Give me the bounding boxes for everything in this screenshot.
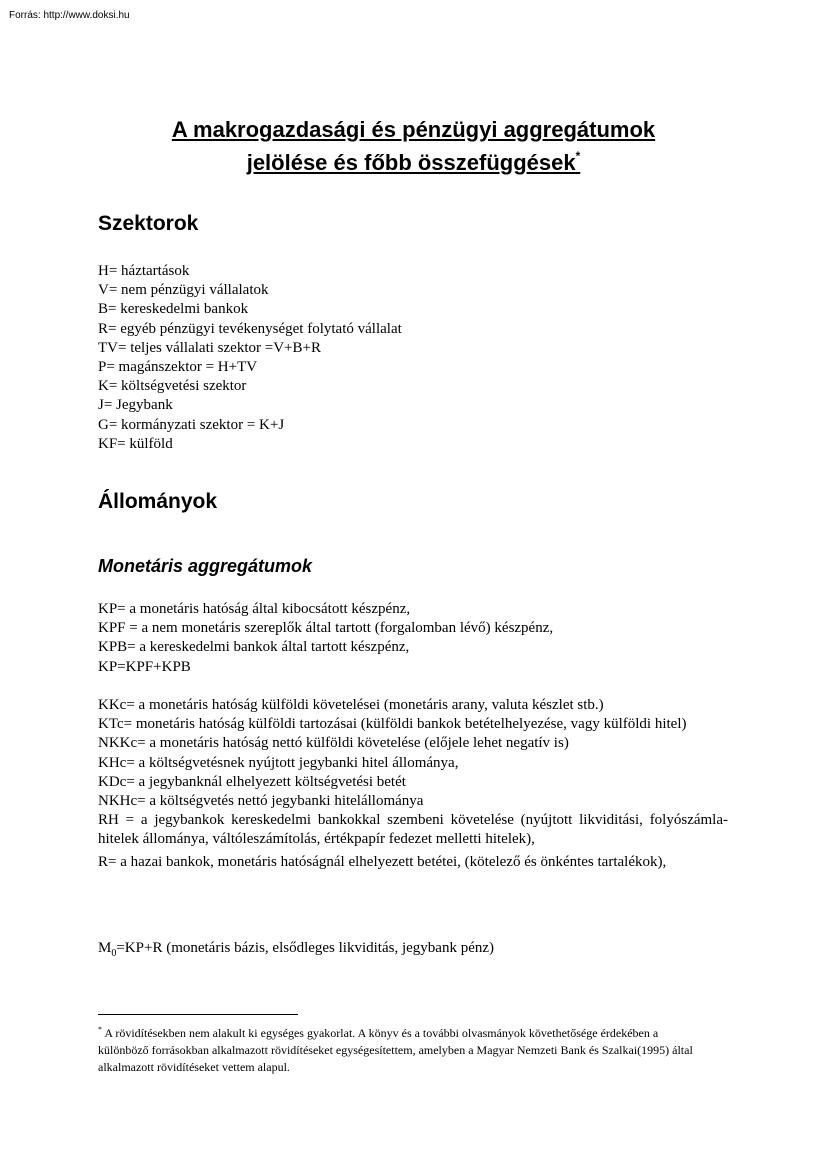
list-item: KDc= a jegybanknál elhelyezett költségvetési betét bbox=[98, 773, 406, 790]
list-item: KF= külföld bbox=[98, 435, 173, 452]
m0-symbol: M bbox=[98, 940, 112, 956]
list-item: KP= a monetáris hatóság által kibocsátott készpénz, bbox=[98, 601, 411, 617]
list-item: H= háztartások bbox=[98, 263, 190, 279]
list-item: NKKc= a monetáris hatóság nettó külföldi követelése (előjele lehet negatív is) bbox=[98, 735, 569, 752]
footnote-reference[interactable]: * bbox=[575, 149, 581, 163]
list-item: V= nem pénzügyi vállalatok bbox=[98, 282, 269, 299]
list-item: G= kormányzati szektor = K+J bbox=[98, 416, 285, 433]
list-item: J= Jegybank bbox=[98, 397, 173, 414]
list-item: KP=KPF+KPB bbox=[98, 658, 191, 675]
monetary-base-formula bbox=[98, 940, 494, 959]
source-url: Forrás: http://www.doksi.hu bbox=[9, 10, 130, 21]
footnote bbox=[98, 1021, 710, 1076]
heading-stocks: Állományok bbox=[98, 490, 218, 513]
list-item: K= költségvetési szektor bbox=[98, 378, 247, 395]
title-line-2 bbox=[0, 143, 827, 176]
footnote-text: A rövidítésekben nem alakult ki egységes gyakorlat. A könyv és a további olvasmányok követhetősége érdekében a különböző forrásokban alkalmazott rövidítéseket egységesítettem, amelyben a Magyar Nemzeti Bank és Szalkai(1995) által alkalmazott rövidítéseket vettem alapul. bbox=[98, 1026, 693, 1074]
title-line-2-text: jelölése és főbb összefüggések bbox=[246, 150, 576, 175]
list-item: KPF = a nem monetáris szereplők által tartott (forgalomban lévő) készpénz, bbox=[98, 620, 554, 637]
heading-sectors: Szektorok bbox=[98, 212, 199, 235]
list-item: NKHc= a költségvetés nettó jegybanki hitelállománya bbox=[98, 793, 424, 810]
footnote-mark: * bbox=[98, 1025, 102, 1034]
title-line-1: A makrogazdasági és pénzügyi aggregátumok bbox=[171, 117, 656, 142]
list-item: RH = a jegybankok kereskedelmi bankokkal szembeni követelése (nyújtott likviditási, folyószámla-hitelek állománya, váltóleszámítolás, értékpapír fedezet melletti hitelek), bbox=[98, 812, 728, 848]
list-item: TV= teljes vállalati szektor =V+B+R bbox=[98, 339, 321, 356]
sectors-list bbox=[98, 262, 728, 454]
list-item: P= magánszektor = H+TV bbox=[98, 359, 258, 376]
list-item: KKc= a monetáris hatóság külföldi követelései (monetáris arany, valuta készlet stb.) bbox=[98, 697, 604, 713]
m0-subscript: 0 bbox=[111, 948, 117, 959]
list-item: R= egyéb pénzügyi tevékenységet folytató vállalat bbox=[98, 320, 402, 337]
list-item: KTc= monetáris hatóság külföldi tartozásai (külföldi bankok betételhelyezése, vagy külföldi hitel) bbox=[98, 716, 687, 733]
list-item: R= a hazai bankok, monetáris hatóságnál elhelyezett betétei, (kötelező és önkéntes tartalékok), bbox=[98, 853, 667, 870]
claims-list bbox=[98, 696, 728, 872]
cash-list bbox=[98, 600, 728, 677]
list-item: B= kereskedelmi bankok bbox=[98, 301, 249, 318]
m0-definition: =KP+R (monetáris bázis, elsődleges likviditás, jegybank pénz) bbox=[116, 940, 495, 956]
heading-monetary: Monetáris aggregátumok bbox=[98, 556, 313, 576]
list-item: KHc= a költségvetésnek nyújtott jegybanki hitel állománya, bbox=[98, 754, 459, 771]
list-item: KPB= a kereskedelmi bankok által tartott készpénz, bbox=[98, 639, 410, 656]
page-title bbox=[0, 116, 827, 176]
footnote-divider bbox=[98, 1014, 298, 1015]
